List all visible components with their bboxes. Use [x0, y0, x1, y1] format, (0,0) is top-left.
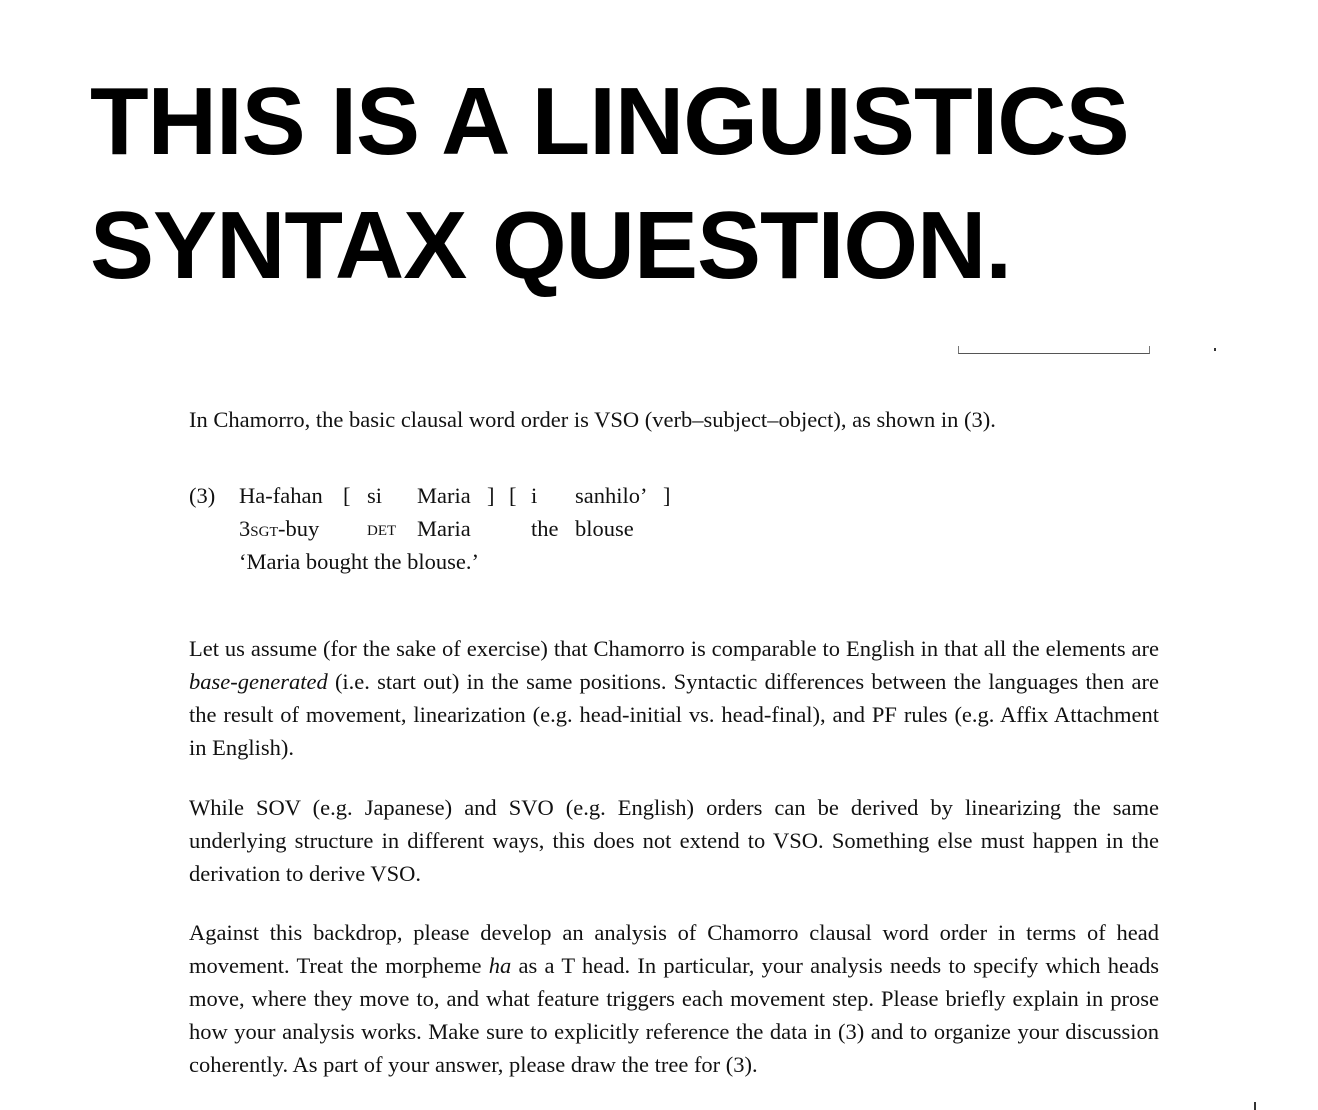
- gloss-the: the: [531, 516, 559, 541]
- bracket-open-1: [: [343, 483, 351, 508]
- heading-line-1: THIS IS A LINGUISTICS: [90, 68, 1129, 175]
- intro-paragraph: In Chamorro, the basic clausal word order is VSO (verb–subject–object), as shown in (3).: [189, 407, 996, 432]
- bracket-open-2: [: [509, 483, 517, 508]
- gloss-blouse: blouse: [575, 516, 634, 541]
- bracket-close-2: ]: [663, 483, 671, 508]
- gloss-3sgt-buy: 3sgT-buy: [239, 516, 320, 541]
- gloss-det: det: [367, 516, 397, 540]
- heading-line-2: SYNTAX QUESTION.: [90, 192, 1011, 299]
- paragraph-assumption: Let us assume (for the sake of exercise) that Chamorro is comparable to English in that all the elements are base-generated (i.e. start out) in the same positions. Syntactic differences between the languages then are the result of movement, linearization (e.g. head-initial vs. head-final), and PF rules (e.g. Affix Attachment in English).: [189, 636, 1159, 760]
- example-translation: ‘Maria bought the blouse.’: [239, 549, 479, 574]
- word-hafahan: Ha-fahan: [239, 483, 323, 508]
- paragraph-task: Against this backdrop, please develop an analysis of Chamorro clausal word order in terms of head movement. Treat the morpheme ha as a T head. In particular, your analysis needs to specify which heads move, where they move to, and what feature triggers each movement step. Please briefly explain in prose how your analysis works. Make sure to explicitly reference the data in (3) and to organize your discussion coherently. As part of your answer, please draw the tree for (3).: [189, 920, 1159, 1077]
- term-ha: ha: [488, 953, 512, 978]
- word-sanhilo: sanhilo’: [575, 483, 648, 508]
- page-heading: [90, 60, 1290, 308]
- bracket-close-1: ]: [487, 483, 495, 508]
- page-mark: [1214, 348, 1216, 351]
- example-number: (3): [189, 483, 216, 508]
- word-si: si: [367, 483, 383, 508]
- term-base-generated: base-generated: [189, 669, 328, 694]
- word-maria: Maria: [417, 483, 471, 508]
- page-mark-bottom: [1254, 1102, 1256, 1110]
- paragraph-vso: While SOV (e.g. Japanese) and SVO (e.g. English) orders can be derived by linearizing the same underlying structure in different ways, this does not extend to VSO. Something else must happen in the derivation to derive VSO.: [189, 795, 1159, 886]
- word-i: i: [531, 483, 538, 508]
- gloss-maria: Maria: [417, 516, 471, 541]
- cropped-page-rule: [958, 346, 1150, 354]
